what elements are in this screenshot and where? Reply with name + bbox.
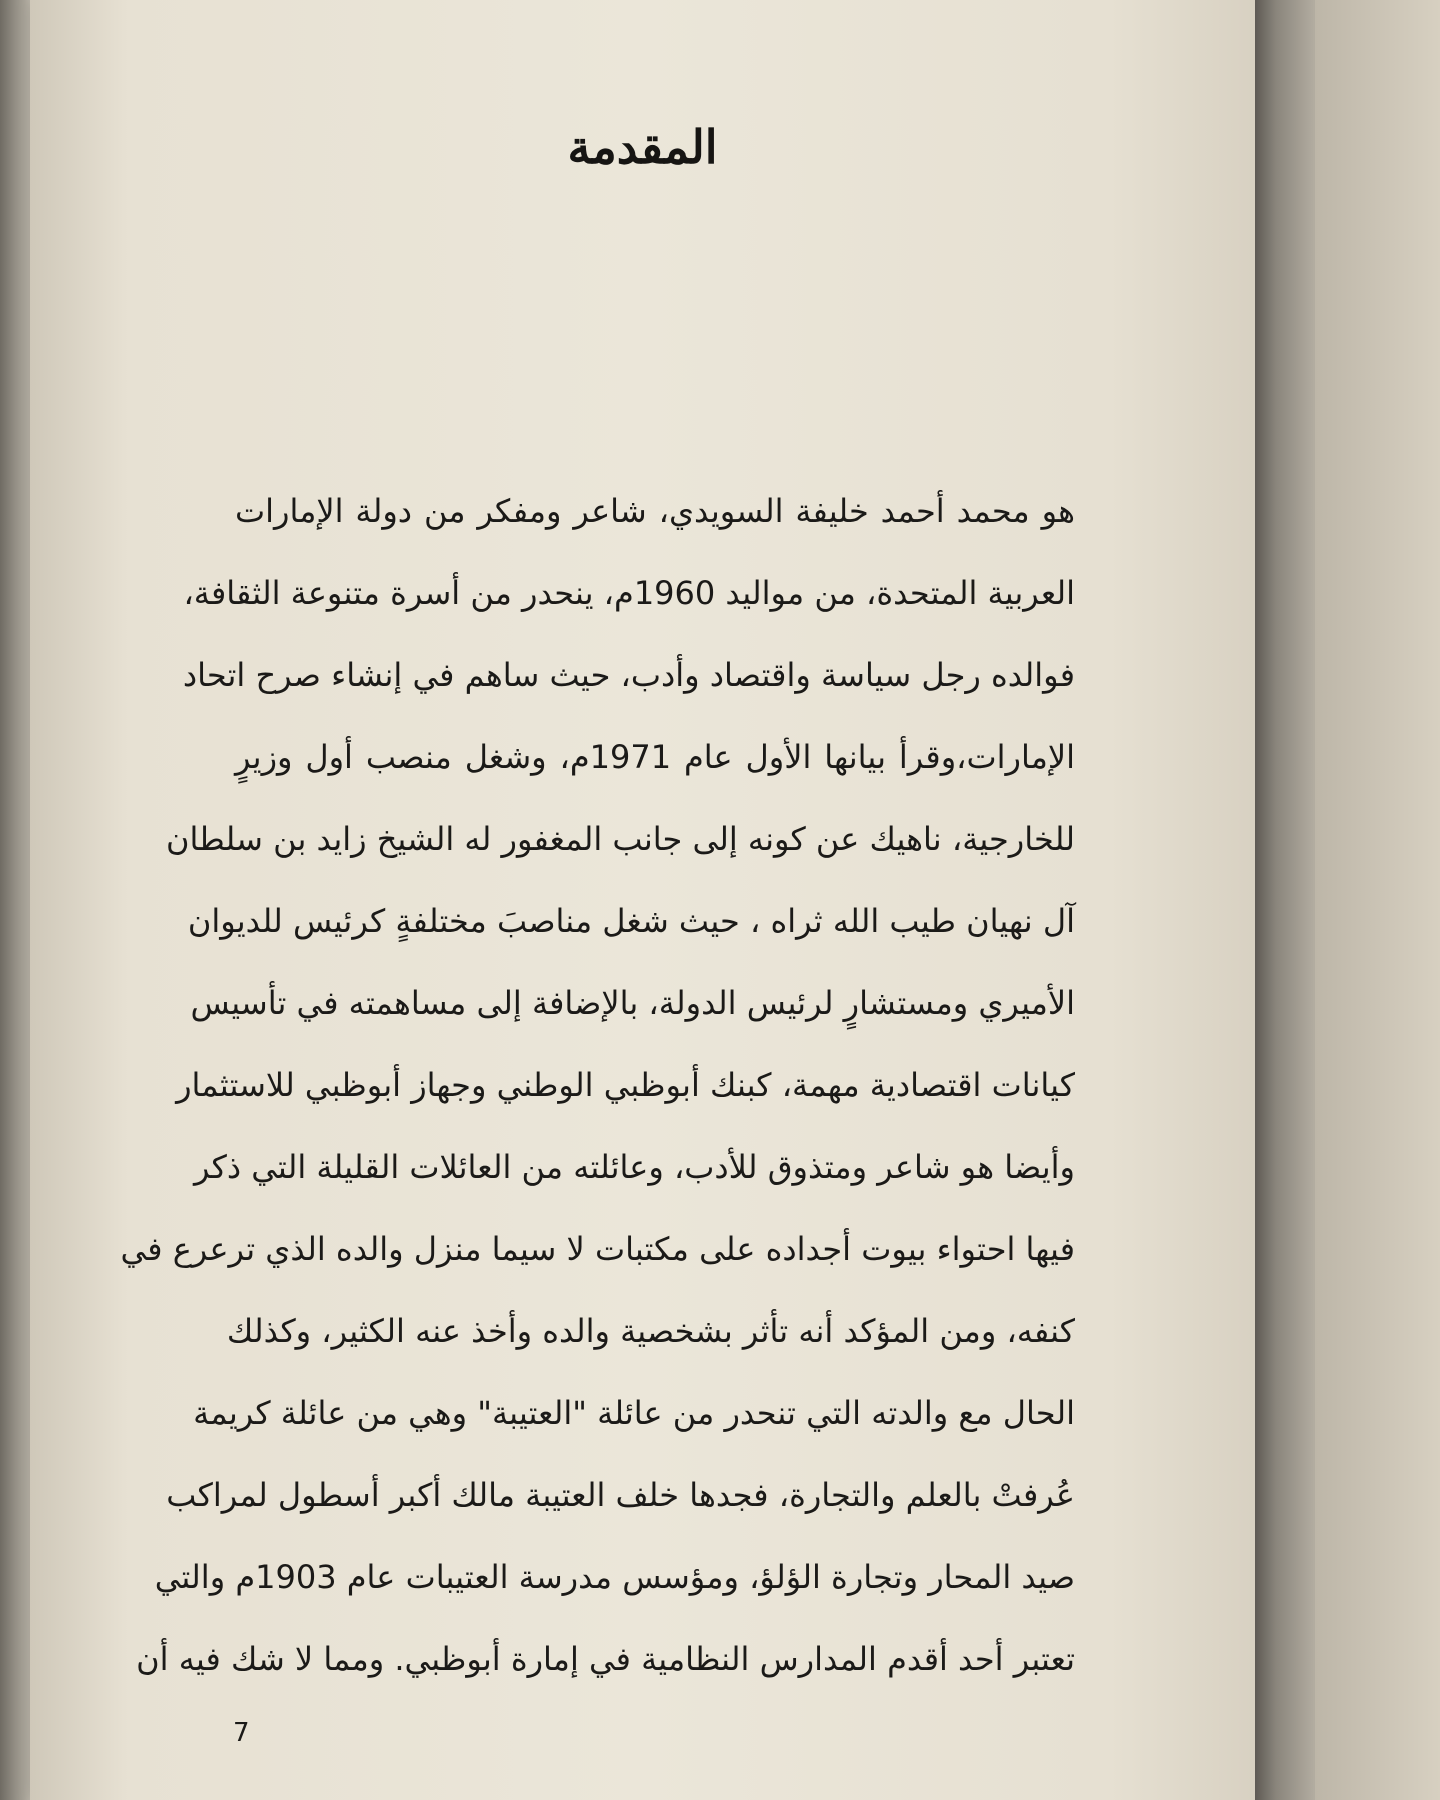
body-text [120,470,1076,1700]
text-line: فيها احتواء بيوت أجداده على مكتبات لا سيما منزل والده الذي ترعرع في [120,1230,1075,1268]
text-line: كيانات اقتصادية مهمة، كبنك أبوظبي الوطني وجهاز أبوظبي للاستثمار [176,1066,1075,1104]
text-line: آل نهيان طيب الله ثراه ، حيث شغل مناصبَ مختلفةٍ كرئيس للديوان [187,902,1075,940]
text-line: كنفه، ومن المؤكد أنه تأثر بشخصية والده وأخذ عنه الكثير، وكذلك [226,1312,1075,1350]
text-line: صيد المحار وتجارة الؤلؤ، ومؤسس مدرسة العتيبات عام 1903م والتي [154,1558,1075,1596]
text-line: عُرفتْ بالعلم والتجارة، فجدها خلف العتيبة مالك أكبر أسطول لمراكب [166,1476,1075,1514]
book-page [30,0,1255,1800]
book-spine-edge [0,0,34,1800]
text-line: الإمارات،وقرأ بيانها الأول عام 1971م، وشغل منصب أول وزيرٍ [235,738,1076,776]
text-line: هو محمد أحمد خليفة السويدي، شاعر ومفكر من دولة الإمارات [235,492,1075,530]
text-line: تعتبر أحد أقدم المدارس النظامية في إمارة أبوظبي. ومما لا شك فيه أن [136,1640,1075,1678]
page-title: المقدمة [567,120,718,174]
text-line: فوالده رجل سياسة واقتصاد وأدب، حيث ساهم في إنشاء صرح اتحاد [182,656,1075,694]
text-line: الحال مع والدته التي تنحدر من عائلة "العتيبة" وهي من عائلة كريمة [193,1394,1075,1432]
text-line: الأميري ومستشارٍ لرئيس الدولة، بالإضافة إلى مساهمته في تأسيس [190,984,1075,1022]
text-line: للخارجية، ناهيك عن كونه إلى جانب المغفور له الشيخ زايد بن سلطان [166,820,1075,858]
book-gutter [1255,0,1315,1800]
page-number: 7 [233,1718,250,1748]
text-line: وأيضا هو شاعر ومتذوق للأدب، وعائلته من العائلات القليلة التي ذكر [193,1148,1075,1186]
facing-page-edge [1315,0,1440,1800]
text-line: العربية المتحدة، من مواليد 1960م، ينحدر من أسرة متنوعة الثقافة، [183,574,1075,612]
